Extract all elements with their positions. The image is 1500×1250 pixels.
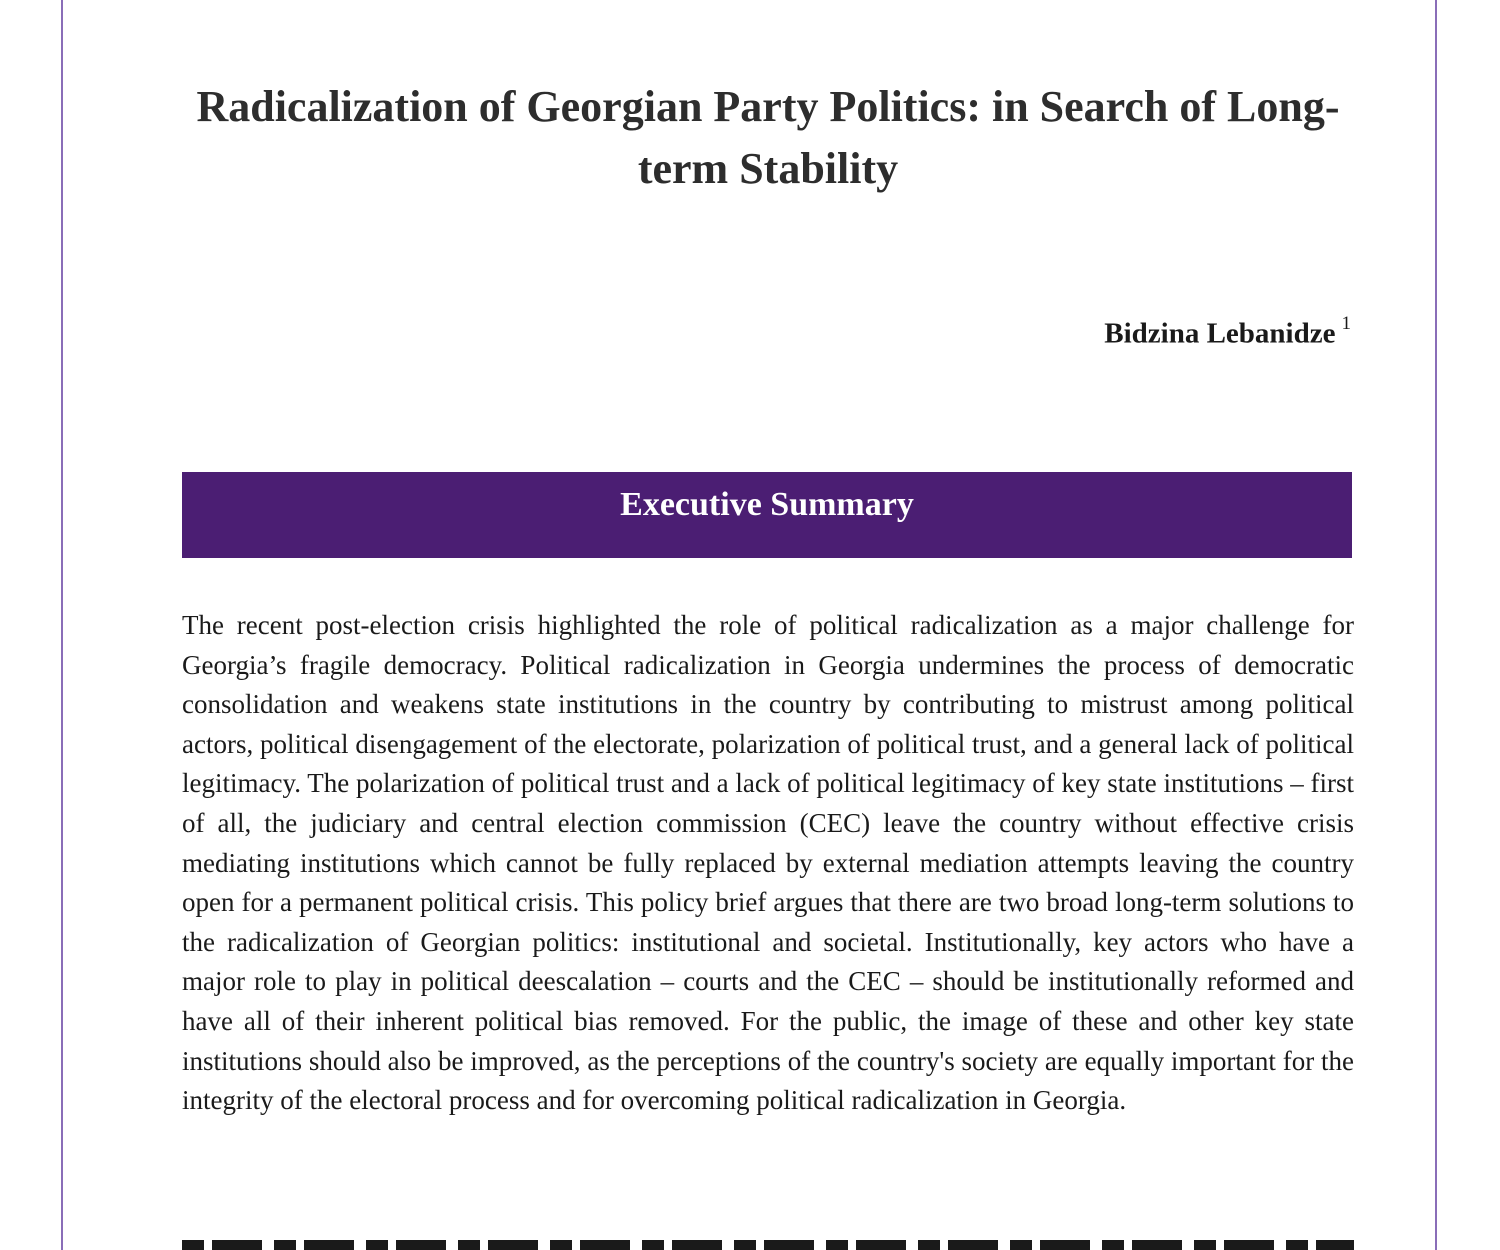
executive-summary-paragraph: The recent post-election crisis highlighted the role of political radicalization as a major challenge for Georgia’s fragile democracy. Political radicalization in Georgia undermines the process of democratic consolidation and weakens state institutions in the country by contributing to mistrust among political actors, political disengagement of the electorate, polarization of political trust, and a general lack of political legitimacy. The polarization of political trust and a lack of political legitimacy of key state institutions – first of all, the judiciary and central election commission (CEC) leave the country without effective crisis mediating institutions which cannot be fully replaced by external mediation attempts leaving the country open for a permanent political crisis. This policy brief argues that there are two broad long-term solutions to the radicalization of Georgian politics: institutional and societal. Institutionally, key actors who have a major role to play in political deescalation – courts and the CEC – should be institutionally reformed and have all of their inherent political bias removed. For the public, the image of these and other key state institutions should also be improved, as the perceptions of the country's society are equally important for the integrity of the electoral process and for overcoming political radicalization in Georgia. xyxy=(182,610,1354,1116)
section-banner xyxy=(182,472,1352,558)
author-footnote-marker[interactable]: 1 xyxy=(1341,313,1351,334)
section-heading: Executive Summary xyxy=(620,486,914,523)
document-title: Radicalization of Georgian Party Politics: in Search of Long-term Stability xyxy=(196,82,1340,193)
author-line xyxy=(1104,313,1351,351)
document-page xyxy=(61,0,1437,1250)
author-name: Bidzina Lebanidze xyxy=(1104,317,1336,350)
next-paragraph-cutoff xyxy=(182,1240,1354,1250)
